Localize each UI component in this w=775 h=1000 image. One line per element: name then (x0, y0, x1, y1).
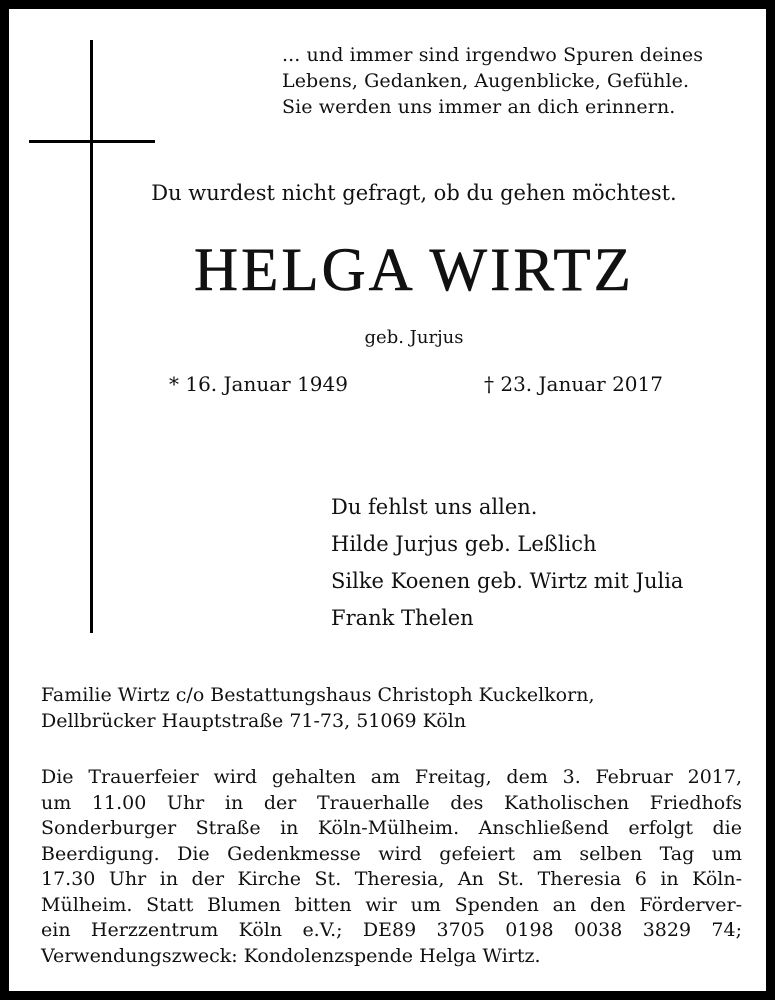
death-date: † 23. Januar 2017 (484, 372, 663, 396)
service-line: Verwendungszweck: Kondolenzspende Helga Wirtz. (41, 944, 541, 967)
family-address (41, 682, 741, 734)
funeral-service-details (41, 765, 742, 969)
mourner-line: Hilde Jurjus geb. Leßlich (331, 532, 597, 556)
motto-line: Du wurdest nicht gefragt, ob du gehen möchtest. (151, 181, 677, 205)
memorial-verse (282, 42, 752, 120)
service-line: Beerdigung. Die Gedenkmesse wird gefeiert am selben Tag um (41, 842, 742, 865)
mourner-line: Frank Thelen (331, 606, 474, 630)
service-line: Mülheim. Statt Blumen bitten wir um Spenden an den Förderver- (41, 893, 742, 916)
service-line: 17.30 Uhr in der Kirche St. Theresia, An St. Theresia 6 in Köln- (41, 868, 742, 890)
service-line: Die Trauerfeier wird gehalten am Freitag, dem 3. Februar 2017, (41, 766, 742, 788)
mourner-line: Du fehlst uns allen. (331, 495, 538, 519)
mourner-line: Silke Koenen geb. Wirtz mit Julia (331, 569, 684, 593)
address-line: Familie Wirtz c/o Bestattungshaus Christoph Kuckelkorn, (41, 684, 595, 706)
cross-icon-horizontal-bar (29, 140, 155, 143)
service-line: ein Herzzentrum Köln e.V.; DE89 3705 0198 0038 3829 74; (41, 919, 742, 941)
maiden-name: geb. Jurjus (364, 327, 464, 348)
birth-date: * 16. Januar 1949 (169, 372, 348, 396)
deceased-name: HELGA WIRTZ (194, 237, 634, 304)
verse-line: Lebens, Gedanken, Augenblicke, Gefühle. (282, 70, 690, 92)
verse-line: Sie werden uns immer an dich erinnern. (282, 96, 676, 118)
service-line: Sonderburger Straße in Köln-Mülheim. Anschließend erfolgt die (41, 817, 742, 839)
service-line: um 11.00 Uhr in der Trauerhalle des Katholischen Friedhofs (41, 791, 742, 814)
verse-line: ... und immer sind irgendwo Spuren deines (282, 44, 704, 66)
mourners-list (331, 489, 771, 637)
address-line: Dellbrücker Hauptstraße 71-73, 51069 Köln (41, 710, 467, 732)
